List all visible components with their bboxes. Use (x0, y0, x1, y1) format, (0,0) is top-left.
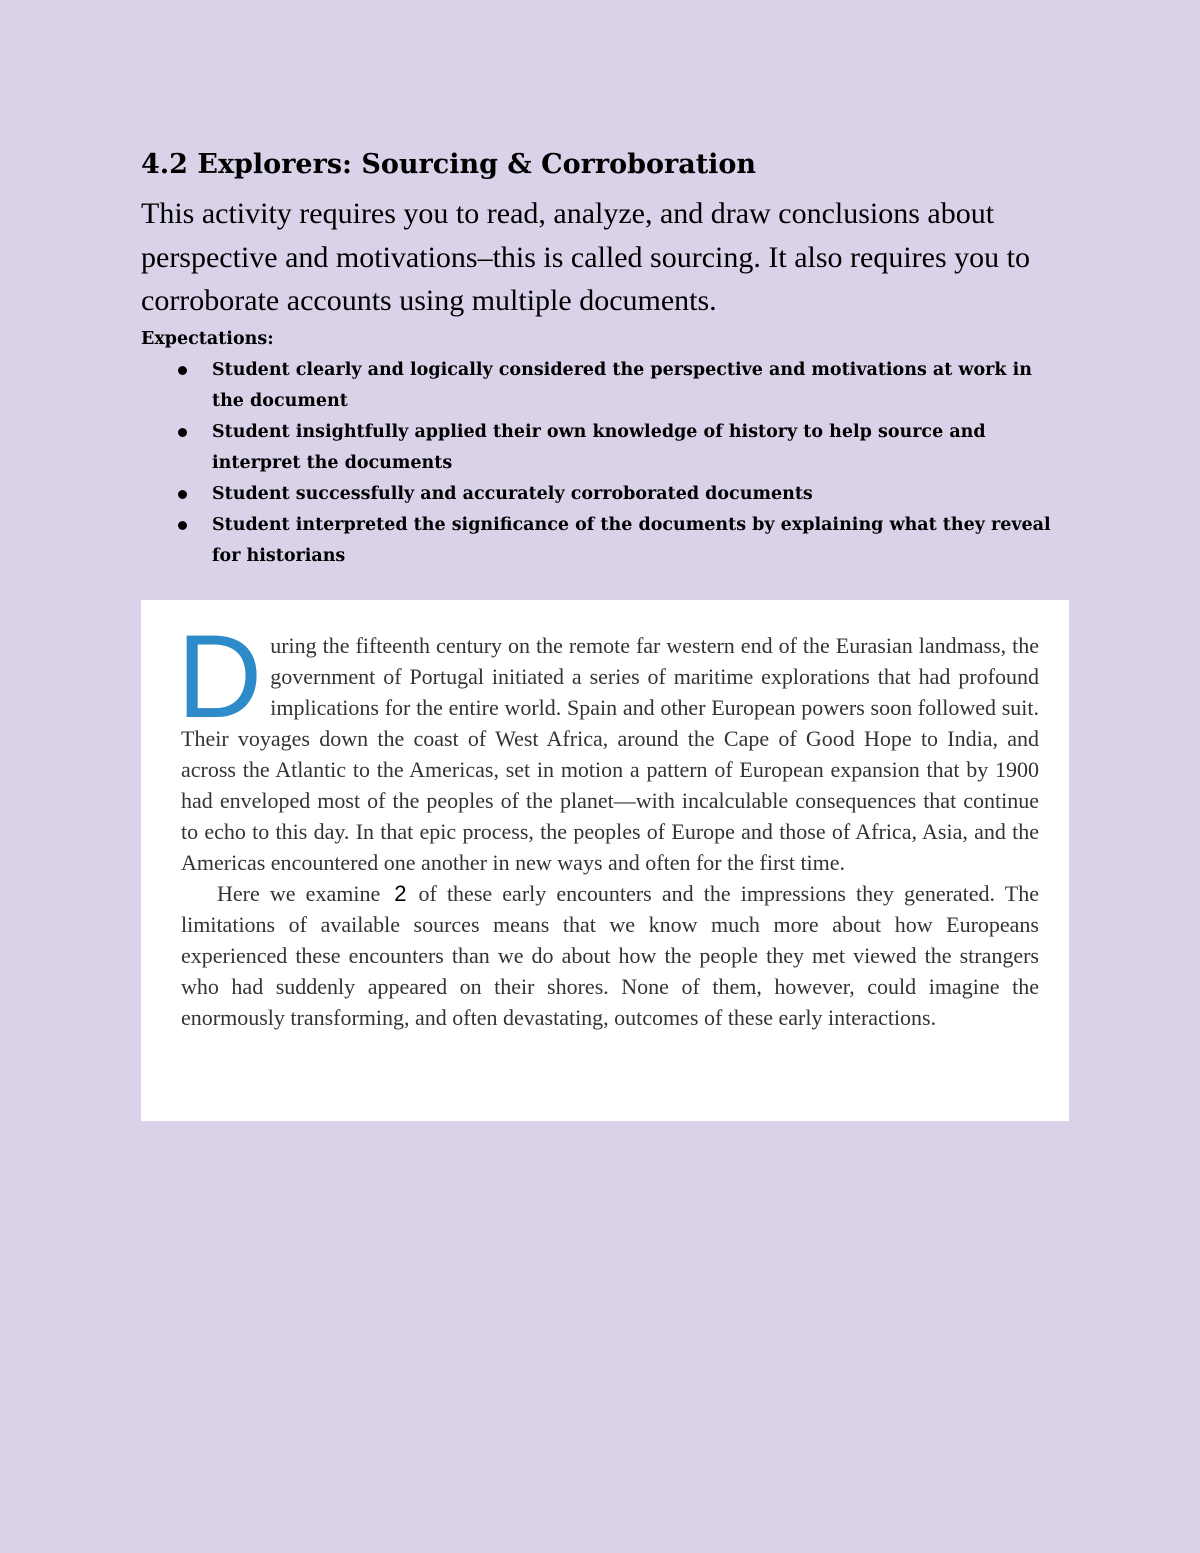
excerpt-paragraph-2-start: Here we examine (217, 881, 381, 906)
expectation-item (170, 417, 1060, 479)
expectation-text: Student interpreted the significance of the documents by explaining what they reveal for historians (212, 515, 1051, 566)
excerpt-paragraph-2 (181, 878, 1039, 1033)
bullet-icon (178, 366, 187, 375)
excerpt-paragraph-2-rest: of these early encounters and the impressions they generated. The limitations of available sources means that we know much more about how Europeans experienced these encounters than we do about how the people they met viewed the strangers who had suddenly appeared on their shores. None of them, however, could imagine the enormously transforming, and often devastating, outcomes of these early interactions. (181, 881, 1039, 1030)
expectation-item (170, 510, 1060, 572)
expectation-text: Student clearly and logically considered the perspective and motivations at work in the document (212, 360, 1032, 411)
textbook-excerpt (141, 600, 1069, 1121)
bullet-icon (178, 490, 187, 499)
page-title: 4.2 Explorers: Sourcing & Corroboration (141, 149, 757, 180)
expectations-list (170, 355, 1060, 572)
excerpt-paragraph-1 (177, 611, 1039, 878)
expectations-label: Expectations: (141, 329, 274, 349)
expectation-text: Student successfully and accurately corroborated documents (212, 484, 813, 504)
expectation-text: Student insightfully applied their own knowledge of history to help source and interpret the documents (212, 422, 986, 473)
inline-number: 2 (394, 881, 407, 906)
expectation-item (170, 479, 1060, 510)
bullet-icon (178, 428, 187, 437)
expectation-item (170, 355, 1060, 417)
activity-description: This activity requires you to read, analyze, and draw conclusions about perspective and motivations–this is called sourcing. It also requires you to corroborate accounts using multiple documents. (141, 197, 1030, 317)
excerpt-paragraph-1-text: uring the fifteenth century on the remote far western end of the Eurasian landmass, the government of Portugal initiated a series of maritime explorations that had profound implications for the entire world. Spain and other European powers soon followed suit. Their voyages down the coast of West Africa, around the Cape of Good Hope to India, and across the Atlantic to the Americas, set in motion a pattern of European expansion that by 1900 had enveloped most of the peoples of the planet—with incalculable consequences that continue to echo to this day. In that epic process, the peoples of Europe and those of Africa, Asia, and the Americas encountered one another in new ways and often for the first time. (181, 633, 1039, 875)
drop-cap: D (177, 611, 263, 743)
excerpt-body (177, 611, 1039, 1033)
bullet-icon (178, 521, 187, 530)
